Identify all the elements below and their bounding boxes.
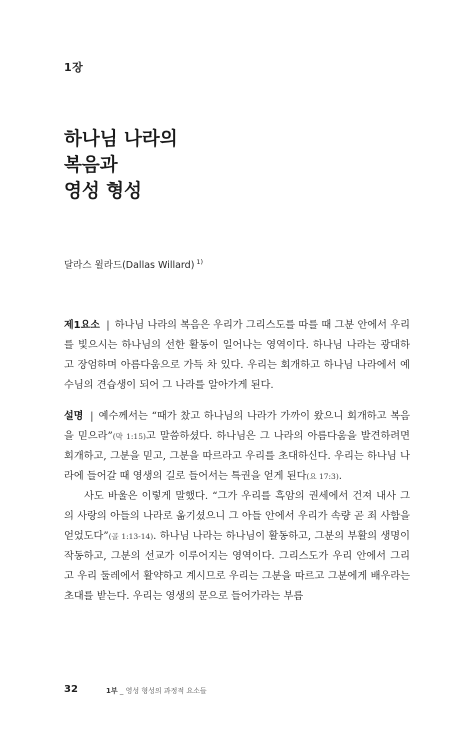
author-footnote-marker: 1): [196, 258, 204, 266]
paragraph-text: 예수께서는 “때가 찼고 하나님의 나라가 가까이 왔으니 회개하고 복음을 믿으라”: [64, 411, 410, 442]
footer-section: 영성 형성의 과정적 요소들: [125, 687, 207, 695]
author-name: 달라스 윌라드(Dallas Willard): [64, 260, 195, 271]
body-text: [64, 316, 410, 607]
paragraph-explanation: [64, 407, 410, 487]
paragraph-text: 고 말씀하셨다. 하나님은 그 나라의 아름다움을 발견하려면 회개하고, 그분을 믿고, 그분을 따르라고 우리를 초대하신다. 우리는 하나님 나라에 들어갈 때 영생의 길로 들어서는 특권을 얻게 된다: [64, 431, 410, 482]
paragraph-text: . 하나님 나라는 하나님이 활동하고, 그분의 부활의 생명이 작동하고, 그분의 선교가 이루어지는 영역이다. 그리스도가 우리 안에서 그리고 우리 둘레에서 활약하고 계시므로 우리는 그분을 따르고 그분에게 배우라는 초대를 받는다. 우리는 영생의 문으로 들어가라는 부름: [64, 531, 410, 602]
paragraph-text: .: [338, 471, 342, 482]
scripture-citation: (요 17:3): [306, 472, 339, 481]
footer-separator: _: [119, 687, 124, 695]
paragraph-paul: [64, 487, 410, 607]
lead-divider: |: [106, 320, 110, 331]
chapter-title-line-2: 복음과: [64, 155, 118, 176]
scripture-citation: (막 1:15): [112, 432, 146, 441]
paragraph-lead-explanation: 설명: [64, 411, 84, 422]
paragraph-lead-element-1: 제1요소: [64, 320, 100, 331]
chapter-label: 1장: [64, 61, 84, 74]
running-footer: [106, 686, 207, 696]
author-byline: [64, 257, 203, 271]
scripture-citation: (골 1:13-14): [108, 532, 154, 541]
page-number: 32: [64, 684, 78, 695]
footer-part: 1부: [106, 687, 118, 695]
chapter-title-line-1: 하나님 나라의: [64, 129, 178, 150]
chapter-title-line-3: 영성 형성: [64, 181, 142, 202]
paragraph-text: 사도 바울은 이렇게 말했다. “그가 우리를 흑암의 권세에서 건져 내사 그의 사랑의 아들의 나라로 옮기셨으니 그 아들 안에서 우리가 속량 곧 죄 사함을 얻었도다”: [64, 491, 410, 542]
paragraph-element-1: [64, 316, 410, 396]
chapter-title: [64, 127, 178, 205]
paragraph-text: 하나님 나라의 복음은 우리가 그리스도를 따를 때 그분 안에서 우리를 빛으시는 하나님의 선한 활동이 일어나는 영역이다. 하나님 나라는 광대하고 장엄하며 아름다움으로 가득 차 있다. 우리는 회개하고 하나님 나라에서 예수님의 견습생이 되어 그 나라를 알아가게 된다.: [64, 320, 410, 391]
lead-divider: |: [90, 411, 94, 422]
